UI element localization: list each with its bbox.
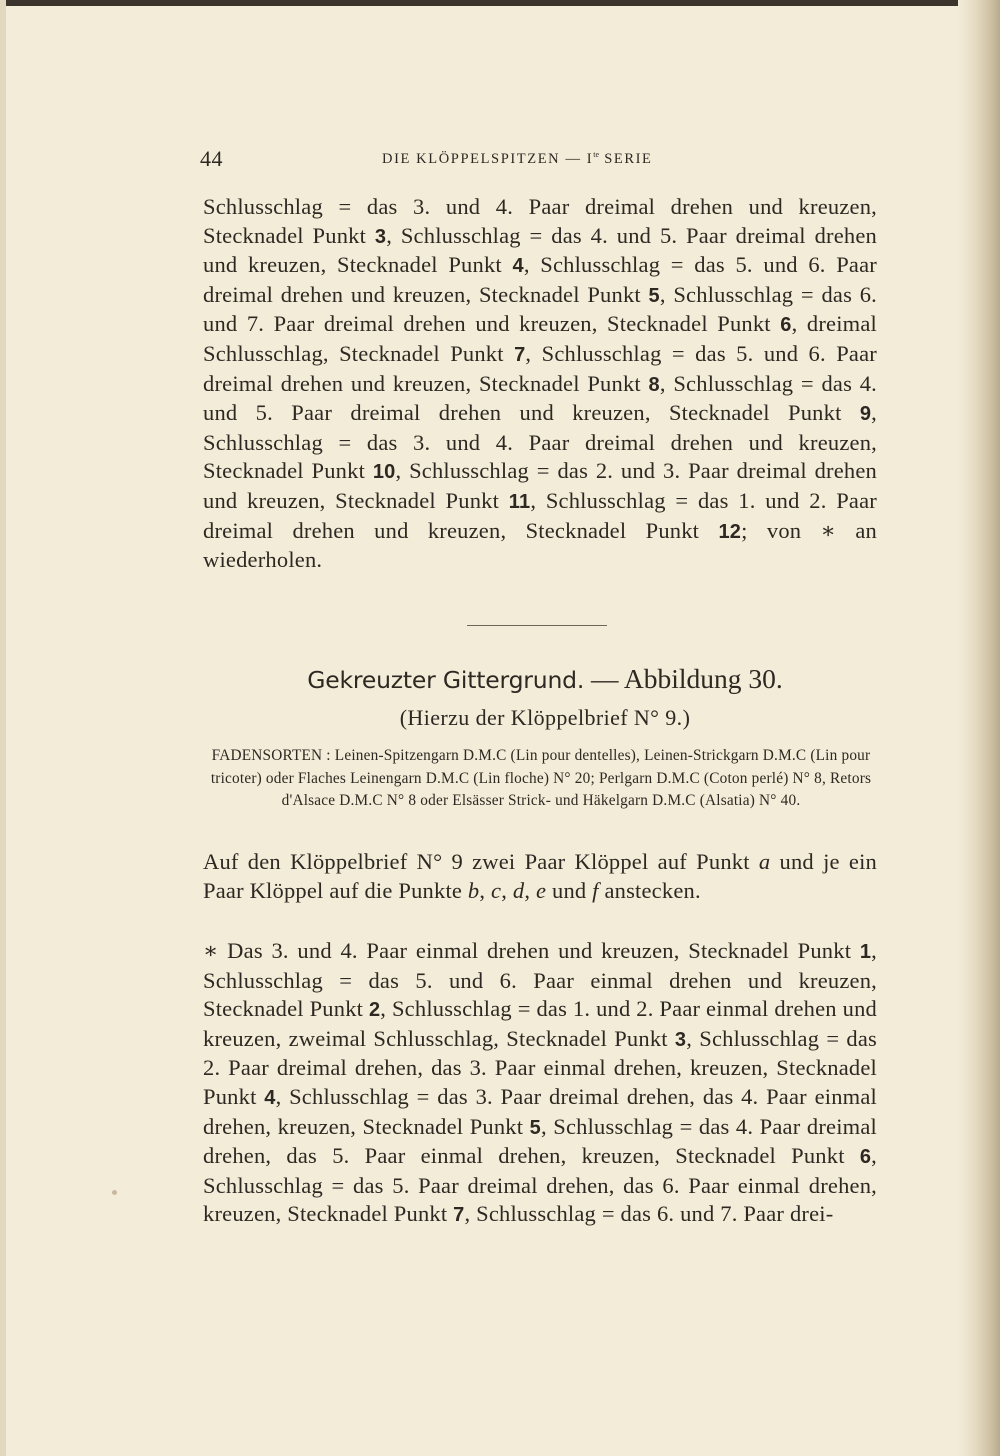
text-run: , Schlusschlag = das 4. Paar dreimal drehen, das 5. Paar einmal drehen, kreuzen, Stecknadel Punkt — [203, 1113, 877, 1169]
pin-point-number: 12 — [718, 520, 742, 543]
paper-stain — [112, 1190, 117, 1195]
text-run: , — [524, 877, 536, 903]
text-run: , Schlusschlag = das 6. und 7. Paar dreimal drehen und kreuzen, Stecknadel Punkt — [203, 281, 877, 337]
text-run: , Schlusschlag = das 5. und 6. Paar dreimal drehen und kreuzen, Stecknadel Punkt — [203, 252, 877, 307]
section-title-figure-ref: — Abbildung 30. — [584, 663, 783, 694]
text-run: , Schlusschlag = das 3. Paar dreimal drehen, das 4. Paar einmal drehen, kreuzen, Stecknadel Punkt — [203, 1083, 878, 1139]
pin-point-number: 10 — [372, 461, 396, 484]
pin-point-number: 6 — [859, 1146, 872, 1169]
pin-point-number: 7 — [453, 1204, 465, 1227]
running-title — [382, 150, 653, 168]
text-run: , Schlusschlag = das 1. und 2. Paar einmal drehen und kreuzen, zweimal Schlusschlag, Stecknadel Punkt — [203, 996, 877, 1051]
text-run: , Schlusschlag = das 5. und 6. Paar dreimal drehen und kreuzen, Stecknadel Punkt — [203, 340, 877, 396]
text-run: , Schlusschlag = das 4. und 5. Paar dreimal drehen und kreuzen, Stecknadel Punkt — [203, 222, 877, 278]
pin-point-number: 7 — [514, 343, 526, 366]
pin-point-number: 1 — [859, 941, 872, 963]
text-run: , Schlusschlag = das 2. Paar dreimal drehen, das 3. Paar einmal drehen, kreuzen, Stecknadel Punkt — [203, 1025, 878, 1109]
page-gutter-shadow — [958, 0, 1000, 1456]
text-run: , Schlusschlag = das 6. und 7. Paar drei- — [464, 1201, 834, 1227]
point-letter: c — [491, 877, 502, 903]
text-run: , Schlusschlag = das 5. Paar dreimal drehen, das 6. Paar einmal drehen, kreuzen, Stecknadel Punkt — [203, 1143, 877, 1227]
instruction-paragraph-continued — [203, 193, 877, 575]
running-title-end: SERIE — [599, 150, 653, 167]
pin-point-number: 3 — [374, 225, 387, 248]
section-divider — [467, 625, 607, 626]
text-run: Schlusschlag = das 3. und 4. Paar dreimal drehen und kreuzen, Stecknadel Punkt — [203, 194, 877, 248]
text-run: , Schlusschlag = das 5. und 6. Paar einmal drehen und kreuzen, Stecknadel Punkt — [203, 938, 877, 1022]
text-run: Auf den Klöppelbrief N° 9 zwei Paar Klöppel auf Punkt — [203, 849, 759, 874]
page-left-edge — [0, 0, 6, 1456]
text-run: , — [479, 877, 492, 903]
pin-point-number: 3 — [674, 1028, 687, 1051]
pin-point-number: 5 — [648, 284, 660, 307]
point-letter: d — [512, 877, 525, 903]
pin-point-number: 4 — [264, 1086, 276, 1109]
text-run: , Schlusschlag = das 1. und 2. Paar dreimal drehen und kreuzen, Stecknadel Punkt — [203, 487, 877, 543]
section-title-name: Gekreuzter Gittergrund. — [307, 666, 585, 694]
text-run: , Schlusschlag = das 2. und 3. Paar dreimal drehen und kreuzen, Stecknadel Punkt — [203, 458, 877, 513]
pin-point-number: 8 — [648, 373, 660, 396]
page-top-edge — [0, 0, 1000, 6]
text-run: , Schlusschlag = das 3. und 4. Paar dreimal drehen und kreuzen, Stecknadel Punkt — [203, 400, 877, 484]
text-run: , — [501, 877, 513, 903]
instruction-paragraph — [203, 937, 877, 1230]
text-run: ∗ Das 3. und 4. Paar einmal drehen und kreuzen, Stecknadel Punkt — [203, 938, 860, 963]
pin-point-number: 5 — [529, 1116, 541, 1139]
text-run: , dreimal Schlusschlag, Stecknadel Punkt — [203, 311, 877, 366]
running-title-superscript: te — [593, 150, 599, 159]
text-run: anstecken. — [598, 877, 701, 903]
page-header — [200, 146, 690, 176]
thread-materials-note: FADENSORTEN : Leinen-Spitzengarn D.M.C (Lin pour dentelles), Leinen-Strickgarn D.M.C (Lin pour tricoter) oder Flaches Leinengarn D.M.C (Lin floche) N° 20; Perlgarn D.M.C (Coton perlé) N° 8, Retors d'Alsace D.M.C N° 8 oder Elsässer Strick- und Häkelgarn D.M.C (Alsatia) N° 40. — [210, 747, 872, 810]
text-run: und — [546, 877, 593, 903]
pin-point-number: 6 — [780, 314, 792, 337]
page-number: 44 — [200, 146, 223, 171]
text-run: , Schlusschlag = das 4. und 5. Paar dreimal drehen und kreuzen, Stecknadel Punkt — [203, 370, 877, 426]
point-letter: b — [467, 877, 480, 903]
pin-point-number: 9 — [859, 403, 872, 426]
section-title — [150, 663, 940, 695]
point-letter: e — [535, 877, 547, 903]
text-run: ; von ∗ an wiederholen. — [203, 517, 877, 573]
pin-point-number: 11 — [508, 490, 531, 513]
text-run: und je ein Paar Klöppel auf die Punkte — [203, 849, 877, 903]
section-subtitle: (Hierzu der Klöppelbrief N° 9.) — [399, 705, 691, 730]
point-letter: a — [758, 849, 771, 874]
point-letter: f — [592, 877, 599, 903]
pin-point-number: 2 — [368, 999, 381, 1022]
running-title-text: DIE KLÖPPELSPITZEN — I — [382, 150, 594, 167]
setup-paragraph — [203, 848, 877, 905]
pin-point-number: 4 — [512, 255, 524, 278]
